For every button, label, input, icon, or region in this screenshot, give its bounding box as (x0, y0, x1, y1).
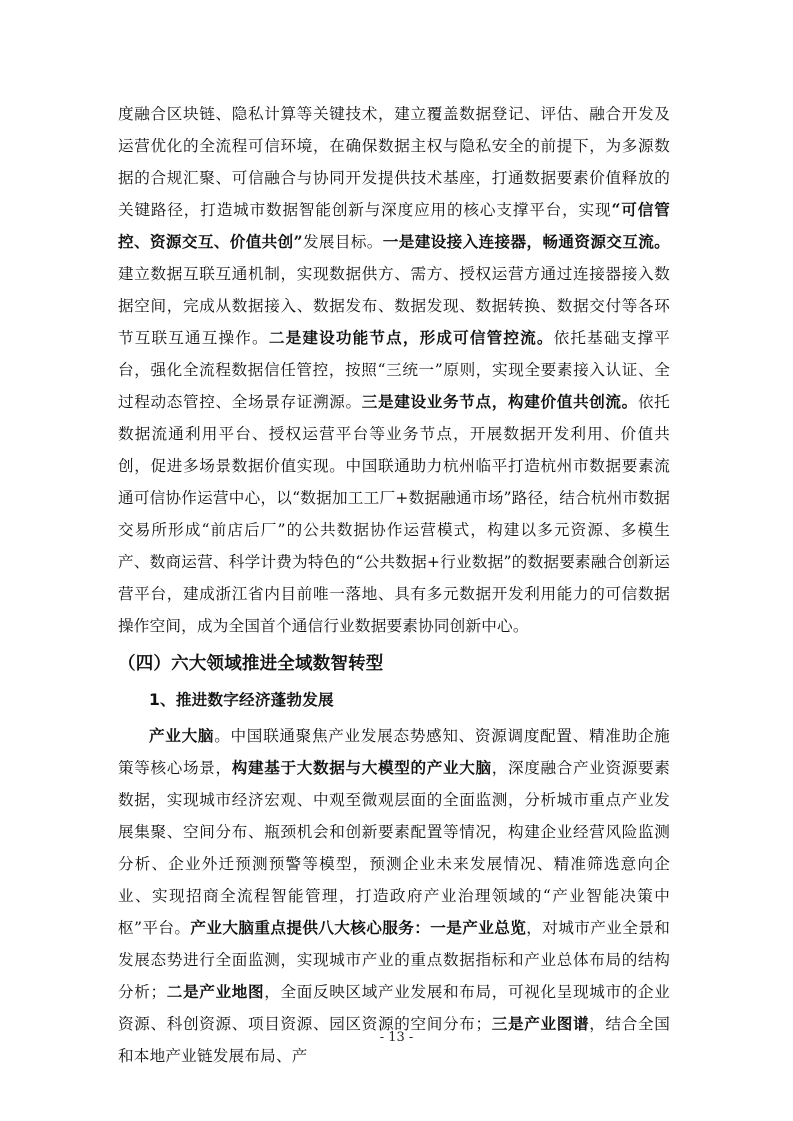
bold-industry-graph: 三是产业图谱 (491, 1014, 590, 1033)
subsection-heading: 1、推进数字经济蓬勃发展 (149, 691, 334, 709)
text-run: ，对城市产业全景和发展态势进行全面监测，实现城市产业的重点数据指标和产业总体布局的结构分析； (118, 919, 670, 1001)
bold-goal: “可信管控、资源交互、价值共创” (118, 200, 670, 251)
text-run: 建立数据互联互通机制，实现数据供方、需方、授权运营方通过连接器接入数据空间，完成从数据接入、数据发布、数据发现、数据转换、数据交付等各环节互联互通互操作。 (118, 265, 670, 347)
bold-point-three: 三是建设业务节点，构建价值共创流。 (361, 392, 638, 411)
text-run: ，全面反映区域产业发展和布局，可视化呈现城市的企业资源、科创资源、项目资源、园区资源的空间分布； (118, 983, 670, 1033)
text-run: ，结合全国和本地产业链发展布局、产 (118, 1015, 670, 1065)
text-run: 度融合区块链、隐私计算等关键技术，建立覆盖数据登记、评估、融合开发及运营优化的全流程可信环境，在确保数据主权与隐私安全的前提下，为多源数据的合规汇聚、可信融合与协同开发提供技术基座，打通数据要素价值释放的关键路径，打造城市数据智能创新与深度应用的核心支撑平台，实现 (118, 105, 670, 219)
bold-build-brain: 构建基于大数据与大模型的产业大脑 (231, 758, 492, 777)
bold-industry-brain: 产业大脑 (149, 726, 215, 745)
text-run: ，深度融合产业资源要素数据，实现城市经济宏观、中观至微观层面的全面监测，分析城市重点产业发展集聚、空间分布、瓶颈机会和创新要素配置等情况，构建企业经营风险监测分析、企业外迁预测预警等模型，预测企业未来发展情况、精准筛选意向企业、实现招商全流程智能管理，打造政府产业治理领域的“产业智能决策中枢”平台。 (118, 759, 671, 937)
text-run: 。中国联通聚焦产业发展态势感知、资源调度配置、精准助企施策等核心场景， (118, 727, 670, 777)
text-run: 发展目标。 (302, 233, 383, 251)
bold-point-two: 二是建设功能节点，形成可信管控流。 (268, 328, 554, 347)
bold-industry-map: 二是产业地图 (166, 982, 265, 1001)
document-body (118, 98, 670, 1072)
paragraph-data-space (118, 98, 670, 642)
text-run: 依托基础支撑平台，强化全流程数据信任管控，按照“三统一”原则，实现全要素接入认证、全过程动态管控、全场景存证溯源。 (118, 329, 670, 411)
bold-point-one: 一是建设接入连接器，畅通资源交互流。 (382, 232, 670, 251)
section-heading: （四）六大领域推进全域数智转型 (118, 654, 384, 674)
paragraph-industry-brain (118, 720, 670, 1072)
bold-core-services: 产业大脑重点提供八大核心服务：一是产业总览 (190, 918, 527, 937)
text-run: 依托数据流通利用平台、授权运营平台等业务节点，开展数据开发利用、价值共创，促进多场景数据价值实现。中国联通助力杭州临平打造杭州市数据要素流通可信协作运营中心，以“数据加工工厂+数据融通市场”路径，结合杭州市数据交易所形成“前店后厂”的公共数据协作运营模式，构建以多元资源、多模生产、数商运营、科学计费为特色的“公共数据+行业数据”的数据要素融合创新运营平台，建成浙江省内目前唯一落地、具有多元数据开发利用能力的可信数据操作空间，成为全国首个通信行业数据要素协同创新中心。 (118, 393, 670, 635)
page-number: - 13 - (379, 1030, 414, 1045)
